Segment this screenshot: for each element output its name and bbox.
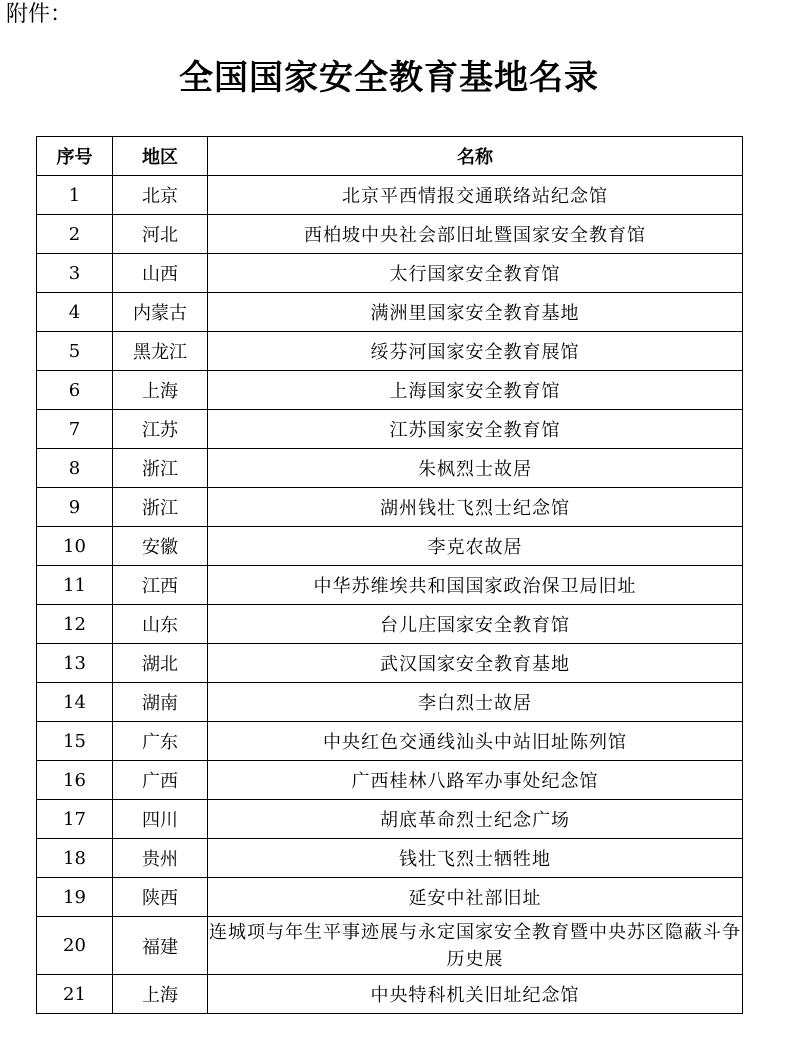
cell-name: 绥芬河国家安全教育展馆 [208, 332, 743, 371]
cell-name: 湖州钱壮飞烈士纪念馆 [208, 488, 743, 527]
cell-name: 胡底革命烈士纪念广场 [208, 800, 743, 839]
cell-name: 广西桂林八路军办事处纪念馆 [208, 761, 743, 800]
cell-name: 钱壮飞烈士牺牲地 [208, 839, 743, 878]
table-row [37, 449, 743, 488]
table-row [37, 215, 743, 254]
cell-seq: 9 [37, 488, 113, 527]
cell-seq: 7 [37, 410, 113, 449]
cell-region: 黑龙江 [113, 332, 208, 371]
cell-name: 中华苏维埃共和国国家政治保卫局旧址 [208, 566, 743, 605]
cell-name: 江苏国家安全教育馆 [208, 410, 743, 449]
cell-region: 广西 [113, 761, 208, 800]
cell-name: 连城项与年生平事迹展与永定国家安全教育暨中央苏区隐蔽斗争历史展 [208, 917, 743, 975]
cell-seq: 10 [37, 527, 113, 566]
cell-region: 上海 [113, 975, 208, 1014]
cell-name: 北京平西情报交通联络站纪念馆 [208, 176, 743, 215]
cell-region: 河北 [113, 215, 208, 254]
cell-name: 延安中社部旧址 [208, 878, 743, 917]
cell-region: 广东 [113, 722, 208, 761]
cell-seq: 12 [37, 605, 113, 644]
table-row [37, 878, 743, 917]
cell-name: 李克农故居 [208, 527, 743, 566]
cell-name: 武汉国家安全教育基地 [208, 644, 743, 683]
cell-name: 台儿庄国家安全教育馆 [208, 605, 743, 644]
table-row [37, 293, 743, 332]
table-row [37, 800, 743, 839]
cell-seq: 5 [37, 332, 113, 371]
header-name: 名称 [208, 137, 743, 176]
cell-seq: 21 [37, 975, 113, 1014]
cell-region: 江西 [113, 566, 208, 605]
cell-name: 中央特科机关旧址纪念馆 [208, 975, 743, 1014]
table-row [37, 722, 743, 761]
cell-region: 北京 [113, 176, 208, 215]
cell-seq: 17 [37, 800, 113, 839]
cell-region: 浙江 [113, 449, 208, 488]
cell-seq: 18 [37, 839, 113, 878]
header-region: 地区 [113, 137, 208, 176]
cell-seq: 13 [37, 644, 113, 683]
table-row [37, 839, 743, 878]
cell-seq: 8 [37, 449, 113, 488]
cell-name: 太行国家安全教育馆 [208, 254, 743, 293]
cell-region: 安徽 [113, 527, 208, 566]
cell-seq: 16 [37, 761, 113, 800]
cell-region: 山东 [113, 605, 208, 644]
cell-seq: 1 [37, 176, 113, 215]
table-row [37, 644, 743, 683]
page-title: 全国国家安全教育基地名录 [179, 58, 599, 98]
table-row [37, 488, 743, 527]
cell-name: 上海国家安全教育馆 [208, 371, 743, 410]
table-row [37, 975, 743, 1014]
table-row [37, 683, 743, 722]
cell-name: 满洲里国家安全教育基地 [208, 293, 743, 332]
table-row [37, 605, 743, 644]
table-row [37, 371, 743, 410]
table-row [37, 917, 743, 975]
cell-region: 上海 [113, 371, 208, 410]
table-row [37, 566, 743, 605]
header-seq: 序号 [37, 137, 113, 176]
table-row [37, 527, 743, 566]
cell-region: 贵州 [113, 839, 208, 878]
cell-seq: 19 [37, 878, 113, 917]
cell-name: 西柏坡中央社会部旧址暨国家安全教育馆 [208, 215, 743, 254]
cell-name: 朱枫烈士故居 [208, 449, 743, 488]
cell-region: 湖南 [113, 683, 208, 722]
cell-seq: 4 [37, 293, 113, 332]
cell-seq: 15 [37, 722, 113, 761]
table-row [37, 254, 743, 293]
cell-region: 江苏 [113, 410, 208, 449]
base-list-table [36, 136, 743, 1014]
cell-seq: 20 [37, 917, 113, 975]
cell-region: 四川 [113, 800, 208, 839]
cell-region: 浙江 [113, 488, 208, 527]
cell-seq: 6 [37, 371, 113, 410]
table-row [37, 761, 743, 800]
cell-seq: 2 [37, 215, 113, 254]
cell-name: 李白烈士故居 [208, 683, 743, 722]
cell-region: 山西 [113, 254, 208, 293]
cell-region: 内蒙古 [113, 293, 208, 332]
cell-seq: 11 [37, 566, 113, 605]
cell-seq: 3 [37, 254, 113, 293]
table-row [37, 332, 743, 371]
table-row [37, 410, 743, 449]
cell-name: 中央红色交通线汕头中站旧址陈列馆 [208, 722, 743, 761]
table-header-row [37, 137, 743, 176]
cell-region: 福建 [113, 917, 208, 975]
cell-region: 湖北 [113, 644, 208, 683]
cell-region: 陕西 [113, 878, 208, 917]
cell-seq: 14 [37, 683, 113, 722]
table-row [37, 176, 743, 215]
attachment-label: 附件： [6, 2, 73, 27]
